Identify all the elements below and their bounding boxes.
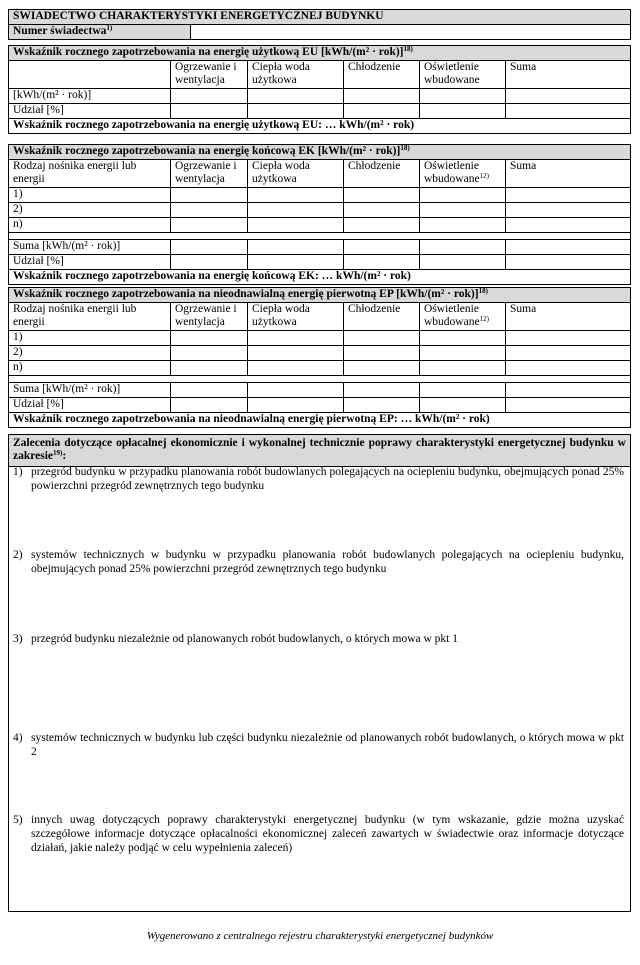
column-sum: Suma — [506, 303, 631, 331]
ep-cell[interactable] — [171, 346, 248, 361]
column-lighting: Oświetlenie wbudowane$^{12)}$ — [420, 160, 506, 188]
eu-row-kwh-label: [kWh/(m² · rok)] — [9, 89, 171, 104]
ep-cell[interactable] — [248, 383, 344, 398]
column-cooling: Chłodzenie — [344, 303, 420, 331]
column-lighting: Oświetlenie wbudowane$^{12)}$ — [420, 303, 506, 331]
ek-cell[interactable] — [171, 240, 248, 255]
item-text: systemów technicznych w budynku w przypadku planowania robót budowlanych polegających na ociepleniu budynku, obejmujących ponad 25% powierzchni przegród zewnętrznych tego budynku — [31, 549, 624, 575]
item-text: przegród budynku niezależnie od planowanych robót budowlanych, o których mowa w pkt 1 — [31, 633, 458, 645]
ep-title: Wskaźnik rocznego zapotrzebowania na nieodnawialną energię pierwotną EP $[kWh/(m^2 \cdot rok)]^{18)}$ — [9, 288, 631, 303]
ek-cell[interactable] — [248, 218, 344, 233]
ek-cell[interactable] — [171, 203, 248, 218]
ep-row-label: 1) — [9, 331, 171, 346]
ek-summary: Wskaźnik rocznego zapotrzebowania na energię końcową EK: … kWh/(m² · rok) — [9, 270, 631, 285]
recommendation-item[interactable] — [13, 632, 624, 646]
eu-cell[interactable] — [344, 89, 420, 104]
ek-cell[interactable] — [171, 188, 248, 203]
ep-cell[interactable] — [248, 361, 344, 376]
recommendation-item[interactable] — [13, 465, 624, 493]
ek-row-share-label: Udział [%] — [9, 255, 171, 270]
ek-cell[interactable] — [171, 255, 248, 270]
ep-cell[interactable] — [420, 361, 506, 376]
ek-row-sum-label: Suma [kWh/(m² · rok)] — [9, 240, 171, 255]
ek-cell[interactable] — [344, 188, 420, 203]
recommendation-item[interactable] — [13, 813, 624, 855]
ep-cell[interactable] — [506, 361, 631, 376]
eu-cell[interactable] — [171, 89, 248, 104]
ek-row-label: 1) — [9, 188, 171, 203]
spacer-row — [9, 233, 631, 240]
column-sum: Suma — [506, 160, 631, 188]
eu-table — [8, 45, 631, 134]
eu-cell[interactable] — [420, 104, 506, 119]
ek-cell[interactable] — [506, 240, 631, 255]
item-number: 2) — [13, 549, 23, 561]
ek-cell[interactable] — [420, 218, 506, 233]
ep-cell[interactable] — [248, 398, 344, 413]
recommendations-section — [8, 434, 631, 912]
recommendations-title: Zalecenia dotyczące opłacalnej ekonomicznie i wykonalnej technicznie poprawy charakterystyki energetycznej budynku w zakresie$^{19)}$: — [9, 435, 630, 467]
eu-cell[interactable] — [248, 104, 344, 119]
ep-row-label: n) — [9, 361, 171, 376]
ep-cell[interactable] — [344, 331, 420, 346]
certificate-number-label: Numer świadectwa$^{1)}$ — [9, 25, 191, 40]
column-cooling: Chłodzenie — [344, 160, 420, 188]
ek-row-label: 2) — [9, 203, 171, 218]
column-hot-water: Ciepła woda użytkowa — [248, 160, 344, 188]
column-heating: Ogrzewanie i wentylacja — [171, 160, 248, 188]
eu-row-share-label: Udział [%] — [9, 104, 171, 119]
ek-cell[interactable] — [506, 255, 631, 270]
ep-row-label: 2) — [9, 346, 171, 361]
recommendation-item[interactable] — [13, 731, 624, 759]
ep-cell[interactable] — [248, 346, 344, 361]
item-number: 4) — [13, 732, 23, 744]
eu-cell[interactable] — [506, 104, 631, 119]
ek-title: Wskaźnik rocznego zapotrzebowania na energię końcową EK $[kWh/(m^2 \cdot rok)]^{18)}$ — [9, 145, 631, 160]
certificate-header — [8, 9, 631, 40]
column-heating: Ogrzewanie i wentylacja — [171, 61, 248, 89]
ek-cell[interactable] — [506, 203, 631, 218]
ek-cell[interactable] — [344, 255, 420, 270]
ek-cell[interactable] — [344, 218, 420, 233]
ek-cell[interactable] — [248, 255, 344, 270]
column-hot-water: Ciepła woda użytkowa — [248, 61, 344, 89]
ep-summary: Wskaźnik rocznego zapotrzebowania na nieodnawialną energię pierwotną EP: … kWh/(m² · rok) — [9, 413, 631, 428]
column-cooling: Chłodzenie — [344, 61, 420, 89]
ep-cell[interactable] — [506, 346, 631, 361]
ek-cell[interactable] — [420, 255, 506, 270]
carrier-column: Rodzaj nośnika energii lub energii — [9, 160, 171, 188]
ep-table — [8, 287, 631, 428]
ek-cell[interactable] — [420, 240, 506, 255]
recommendation-item[interactable] — [13, 548, 624, 576]
footer-note: Wygenerowano z centralnego rejestru charakterystyki energetycznej budynków — [146, 930, 494, 942]
ep-cell[interactable] — [344, 398, 420, 413]
document-title: ŚWIADECTWO CHARAKTERYSTYKI ENERGETYCZNEJ BUDYNKU — [9, 10, 631, 25]
ek-row-label: n) — [9, 218, 171, 233]
ep-cell[interactable] — [420, 383, 506, 398]
eu-title: Wskaźnik rocznego zapotrzebowania na energię użytkową EU $[kWh/(m^2 \cdot rok)]^{18)}$ — [9, 46, 631, 61]
ep-cell[interactable] — [344, 346, 420, 361]
ek-cell[interactable] — [506, 218, 631, 233]
ep-cell[interactable] — [171, 383, 248, 398]
eu-cell[interactable] — [171, 104, 248, 119]
item-number: 1) — [13, 466, 23, 478]
ek-table — [8, 144, 631, 285]
carrier-column: Rodzaj nośnika energii lub energii — [9, 303, 171, 331]
ek-cell[interactable] — [171, 218, 248, 233]
ep-row-sum-label: Suma [kWh/(m² · rok)] — [9, 383, 171, 398]
ep-cell[interactable] — [344, 361, 420, 376]
eu-cell[interactable] — [506, 89, 631, 104]
ep-cell[interactable] — [420, 331, 506, 346]
ep-cell[interactable] — [344, 383, 420, 398]
column-hot-water: Ciepła woda użytkowa — [248, 303, 344, 331]
ek-cell[interactable] — [248, 188, 344, 203]
item-number: 5) — [13, 814, 23, 826]
ek-cell[interactable] — [420, 188, 506, 203]
ep-cell[interactable] — [506, 383, 631, 398]
spacer-row — [9, 376, 631, 383]
ep-cell[interactable] — [171, 331, 248, 346]
item-text: systemów technicznych w budynku lub części budynku niezależnie od planowanych robót budowlanych, o których mowa w pkt 2 — [31, 732, 624, 758]
ek-cell[interactable] — [420, 203, 506, 218]
ep-cell[interactable] — [506, 331, 631, 346]
ek-cell[interactable] — [344, 203, 420, 218]
ek-cell[interactable] — [248, 203, 344, 218]
ep-cell[interactable] — [171, 361, 248, 376]
ep-cell[interactable] — [420, 346, 506, 361]
ep-cell[interactable] — [506, 398, 631, 413]
certificate-number-field[interactable] — [191, 25, 631, 40]
item-text: przegród budynku w przypadku planowania robót budowlanych polegających na ociepleniu budynku, obejmujących ponad 25% powierzchni przegród zewnętrznych tego budynku — [31, 466, 624, 492]
ep-row-share-label: Udział [%] — [9, 398, 171, 413]
ek-cell[interactable] — [506, 188, 631, 203]
eu-summary: Wskaźnik rocznego zapotrzebowania na energię użytkową EU: … kWh/(m² · rok) — [9, 119, 631, 134]
ep-cell[interactable] — [420, 398, 506, 413]
ek-cell[interactable] — [248, 240, 344, 255]
ep-cell[interactable] — [171, 398, 248, 413]
eu-cell[interactable] — [420, 89, 506, 104]
eu-cell[interactable] — [344, 104, 420, 119]
eu-corner-cell — [9, 61, 171, 89]
item-number: 3) — [13, 633, 23, 645]
ek-cell[interactable] — [344, 240, 420, 255]
column-lighting: Oświetlenie wbudowane — [420, 61, 506, 89]
ep-cell[interactable] — [248, 331, 344, 346]
item-text: innych uwag dotyczących poprawy charakterystyki energetycznej budynku (w tym wskazanie, gdzie można uzyskać szczegółowe informacje dotyczące opłacalności ekonomicznej zaleceń zawartych w świadectwie oraz informacje dotyczące działań, jakie należy podjąć w celu wypełnienia zaleceń) — [31, 814, 624, 854]
eu-cell[interactable] — [248, 89, 344, 104]
column-heating: Ogrzewanie i wentylacja — [171, 303, 248, 331]
column-sum: Suma — [506, 61, 631, 89]
